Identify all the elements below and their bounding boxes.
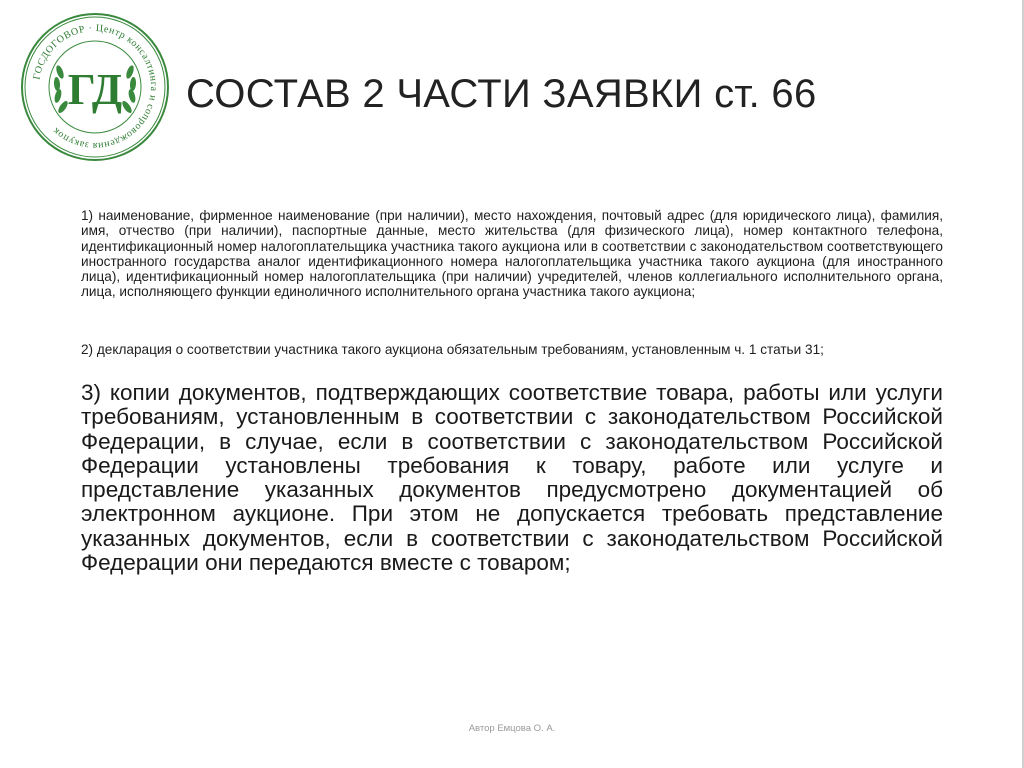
paragraph-item-2: 2) декларация о соответствии участника такого аукциона обязательным требованиям, установленным ч. 1 статьи 31;	[81, 342, 824, 357]
paragraph-item-3: 3) копии документов, подтверждающих соответствие товара, работы или услуги требованиям, установленным в соответствии с законодательством Российской Федерации, в случае, если в соответствии с законодательством Российской Федерации установлены требования к товару, работе или услуге и представление указанных документов предусмотрено документацией об электронном аукционе. При этом не допускается требовать представление указанных документов, если в соответствии с законодательством Российской Федерации они передаются вместе с товаром;	[81, 380, 943, 576]
logo-ring-text: ГОСДОГОВОР · Центр консалтинга и сопровождения закупок	[31, 22, 160, 152]
gosdogovor-logo	[20, 12, 170, 162]
author-footer: Автор Емцова О. А.	[468, 723, 556, 734]
logo-monogram: ГД	[67, 65, 123, 114]
slide-title: СОСТАВ 2 ЧАСТИ ЗАЯВКИ ст. 66	[186, 72, 817, 116]
paragraph-item-1: 1) наименование, фирменное наименование (при наличии), место нахождения, почтовый адрес (для юридического лица), фамилия, имя, отчество (при наличии), паспортные данные, место жительства (для физического лица), номер контактного телефона, идентификационный номер налогоплательщика участника такого аукциона или в соответствии с законодательством соответствующего иностранного государства аналог идентификационного номера налогоплательщика участника такого аукциона (для иностранного лица), идентификационный номер налогоплательщика (при наличии) учредителей, членов коллегиального исполнительного органа, лица, исполняющего функции единоличного исполнительного органа участника такого аукциона;	[81, 208, 943, 300]
